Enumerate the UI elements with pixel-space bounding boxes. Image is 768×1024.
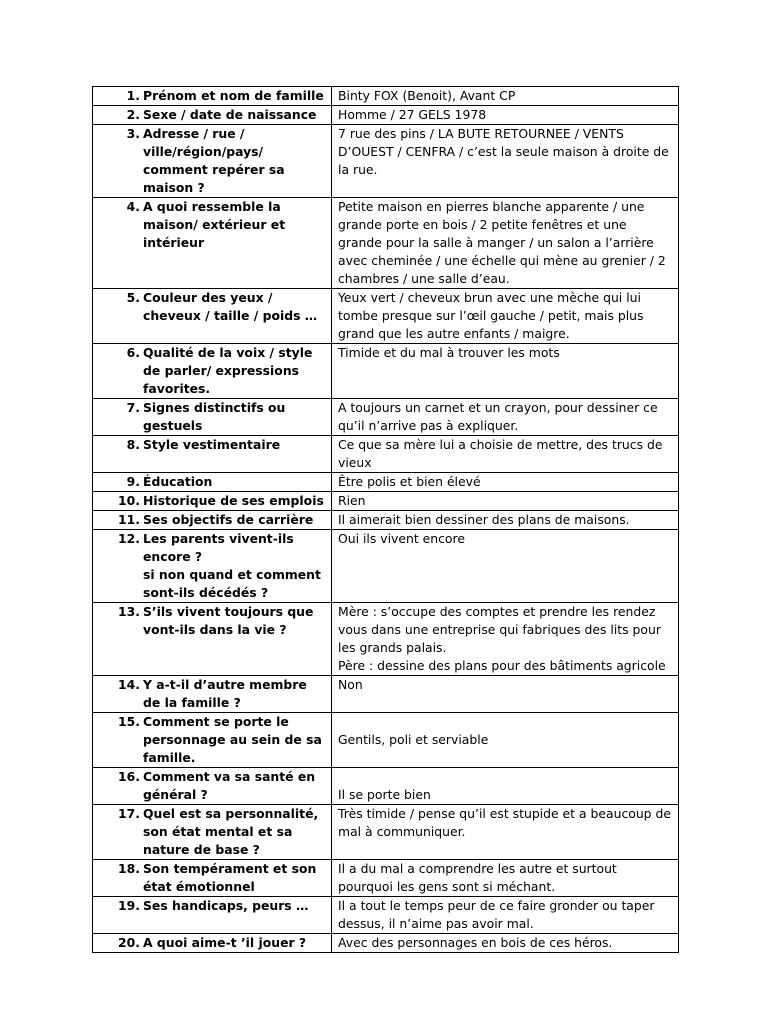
table-row (93, 399, 679, 436)
answer-cell (332, 934, 679, 953)
answer-cell (332, 198, 679, 289)
answer-text: Oui ils vivent encore (338, 531, 465, 546)
question-cell (93, 198, 332, 289)
character-profile-table (92, 86, 679, 953)
answer-text: A toujours un carnet et un crayon, pour dessiner ce qu’il n’arrive pas à expliquer. (338, 400, 658, 433)
answer-text: Binty FOX (Benoit), Avant CP (338, 88, 516, 103)
question-text: Y a-t-il d’autre membre de la famille ? (143, 677, 307, 710)
question-number: 2. (126, 107, 140, 122)
question-cell (93, 473, 332, 492)
question-text: Historique de ses emplois (143, 493, 324, 508)
table-row (93, 492, 679, 511)
answer-text: Mère : s’occupe des comptes et prendre les rendez vous dans une entreprise qui fabriques des lits pour les grands palais. Père : dessine des plans pour des bâtiments agricole (338, 604, 666, 673)
question-cell (93, 805, 332, 860)
question-cell (93, 511, 332, 530)
question-cell (93, 344, 332, 399)
question-number: 13. (118, 604, 140, 619)
table-row (93, 511, 679, 530)
question-number: 18. (118, 861, 140, 876)
question-text: Style vestimentaire (143, 437, 281, 452)
answer-cell (332, 860, 679, 897)
table-row (93, 106, 679, 125)
answer-cell (332, 511, 679, 530)
answer-cell (332, 768, 679, 805)
profile-table-body (93, 87, 679, 953)
question-cell (93, 530, 332, 603)
table-row (93, 473, 679, 492)
answer-cell (332, 344, 679, 399)
answer-text: Ce que sa mère lui a choisie de mettre, des trucs de vieux (338, 437, 663, 470)
question-text: Adresse / rue / ville/région/pays/ comment repérer sa maison ? (143, 126, 285, 195)
table-row (93, 897, 679, 934)
question-text: Sexe / date de naissance (143, 107, 317, 122)
question-cell (93, 289, 332, 344)
table-row (93, 344, 679, 399)
question-number: 9. (126, 474, 140, 489)
question-cell (93, 713, 332, 768)
question-cell (93, 125, 332, 198)
question-text: Qualité de la voix / style de parler/ expressions favorites. (143, 345, 313, 396)
question-cell (93, 860, 332, 897)
question-number: 10. (118, 493, 140, 508)
question-cell (93, 934, 332, 953)
table-row (93, 860, 679, 897)
question-text: Comment se porte le personnage au sein de sa famille. (143, 714, 322, 765)
answer-text: Timide et du mal à trouver les mots (338, 345, 560, 360)
answer-cell (332, 530, 679, 603)
table-row (93, 713, 679, 768)
question-number: 19. (118, 898, 140, 913)
question-number: 16. (118, 769, 140, 784)
table-row (93, 768, 679, 805)
question-cell (93, 106, 332, 125)
answer-cell (332, 473, 679, 492)
table-row (93, 530, 679, 603)
question-text: A quoi aime-t ’il jouer ? (143, 935, 307, 950)
question-number: 17. (118, 806, 140, 821)
answer-cell (332, 676, 679, 713)
question-text: Comment va sa santé en général ? (143, 769, 316, 802)
question-number: 6. (126, 345, 140, 360)
answer-text: 7 rue des pins / LA BUTE RETOURNEE / VENTS D’OUEST / CENFRA / c’est la seule maison à droite de la rue. (338, 126, 669, 177)
answer-text: Il a tout le temps peur de ce faire gronder ou taper dessus, il n’aime pas avoir mal. (338, 898, 655, 931)
question-number: 12. (118, 531, 140, 546)
question-number: 14. (118, 677, 140, 692)
table-row (93, 934, 679, 953)
question-number: 7. (126, 400, 140, 415)
answer-cell (332, 125, 679, 198)
answer-text: Avec des personnages en bois de ces héros. (338, 935, 613, 950)
answer-cell (332, 492, 679, 511)
answer-text: Yeux vert / cheveux brun avec une mèche qui lui tombe presque sur l’œil gauche / petit, mais plus grand que les autre enfants / maigre. (338, 290, 644, 341)
question-cell (93, 87, 332, 106)
answer-text: Gentils, poli et serviable (338, 732, 489, 747)
answer-text: Il a du mal a comprendre les autre et surtout pourquoi les gens sont si méchant. (338, 861, 617, 894)
question-text: Quel est sa personnalité, son état mental et sa nature de base ? (143, 806, 319, 857)
question-cell (93, 436, 332, 473)
table-row (93, 87, 679, 106)
question-text: Ses objectifs de carrière (143, 512, 314, 527)
answer-cell (332, 399, 679, 436)
question-cell (93, 897, 332, 934)
answer-text: Petite maison en pierres blanche apparente / une grande porte en bois / 2 petite fenêtres et une grande pour la salle à manger / un salon a l’arrière avec cheminée / une échelle qui mène au grenier / 2 chambres / une salle d’eau. (338, 199, 666, 286)
question-text: Ses handicaps, peurs … (143, 898, 309, 913)
question-number: 11. (118, 512, 140, 527)
question-text: Prénom et nom de famille (143, 88, 324, 103)
table-row (93, 805, 679, 860)
question-text: Éducation (143, 474, 213, 489)
question-number: 20. (118, 935, 140, 950)
answer-text: Il aimerait bien dessiner des plans de maisons. (338, 512, 630, 527)
character-sheet (92, 86, 676, 953)
question-cell (93, 399, 332, 436)
question-number: 15. (118, 714, 140, 729)
question-text: Les parents vivent-ils encore ? si non quand et comment sont-ils décédés ? (143, 531, 321, 600)
question-cell (93, 492, 332, 511)
table-row (93, 125, 679, 198)
table-row (93, 676, 679, 713)
answer-text: Très timide / pense qu’il est stupide et a beaucoup de mal à communiquer. (338, 806, 671, 839)
question-cell (93, 676, 332, 713)
table-row (93, 603, 679, 676)
answer-cell (332, 289, 679, 344)
question-number: 1. (126, 88, 140, 103)
answer-cell (332, 713, 679, 768)
answer-text: Homme / 27 GELS 1978 (338, 107, 487, 122)
answer-text: Non (338, 677, 363, 692)
question-number: 4. (126, 199, 140, 214)
answer-cell (332, 106, 679, 125)
question-text: Signes distinctifs ou gestuels (143, 400, 286, 433)
answer-cell (332, 897, 679, 934)
question-text: S’ils vivent toujours que vont-ils dans la vie ? (143, 604, 314, 637)
answer-cell (332, 87, 679, 106)
answer-cell (332, 603, 679, 676)
question-number: 5. (126, 290, 140, 305)
question-text: Son tempérament et son état émotionnel (143, 861, 317, 894)
answer-text: Être polis et bien élevé (338, 474, 481, 489)
question-text: A quoi ressemble la maison/ extérieur et intérieur (143, 199, 286, 250)
table-row (93, 436, 679, 473)
answer-text: Il se porte bien (338, 787, 431, 802)
answer-cell (332, 805, 679, 860)
answer-text: Rien (338, 493, 366, 508)
table-row (93, 198, 679, 289)
question-number: 8. (126, 437, 140, 452)
question-number: 3. (126, 126, 140, 141)
question-text: Couleur des yeux / cheveux / taille / poids … (143, 290, 318, 323)
answer-cell (332, 436, 679, 473)
question-cell (93, 603, 332, 676)
question-cell (93, 768, 332, 805)
table-row (93, 289, 679, 344)
